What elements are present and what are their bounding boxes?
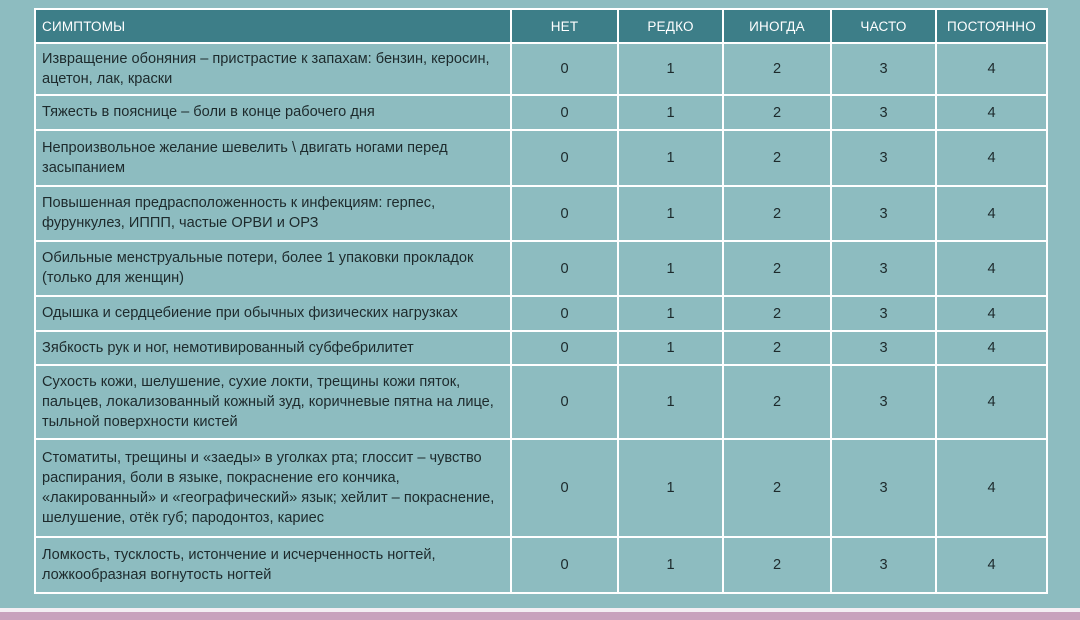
score-sometimes: 2 xyxy=(723,43,831,95)
score-often: 3 xyxy=(831,186,936,241)
score-often: 3 xyxy=(831,95,936,130)
table-row xyxy=(35,296,1047,331)
table-row xyxy=(35,439,1047,537)
header-sometimes: ИНОГДА xyxy=(723,9,831,43)
symptom-text: Стоматиты, трещины и «заеды» в уголках рта; глоссит – чувство распирания, боли в языке, покраснение его кончика, «лакированный» и «географический» язык; хейлит – покраснение, шелушение, отёк губ; пародонтоз, кариес xyxy=(35,439,511,537)
score-rarely: 1 xyxy=(618,537,723,593)
score-never: 0 xyxy=(511,296,618,331)
score-rarely: 1 xyxy=(618,241,723,296)
score-sometimes: 2 xyxy=(723,439,831,537)
symptom-text: Ломкость, тусклость, истончение и исчерченность ногтей, ложкообразная вогнутость ногтей xyxy=(35,537,511,593)
table-row xyxy=(35,43,1047,95)
score-never: 0 xyxy=(511,43,618,95)
table-row xyxy=(35,186,1047,241)
score-rarely: 1 xyxy=(618,95,723,130)
score-sometimes: 2 xyxy=(723,296,831,331)
symptom-text: Зябкость рук и ног, немотивированный субфебрилитет xyxy=(35,331,511,365)
symptom-text: Сухость кожи, шелушение, сухие локти, трещины кожи пяток, пальцев, локализованный кожный зуд, коричневые пятна на лице, тыльной поверхности кистей xyxy=(35,365,511,439)
score-rarely: 1 xyxy=(618,43,723,95)
score-rarely: 1 xyxy=(618,331,723,365)
score-sometimes: 2 xyxy=(723,365,831,439)
table-header xyxy=(35,9,1047,43)
score-always: 4 xyxy=(936,365,1047,439)
symptom-text: Непроизвольное желание шевелить \ двигать ногами перед засыпанием xyxy=(35,130,511,186)
score-often: 3 xyxy=(831,130,936,186)
header-rarely: РЕДКО xyxy=(618,9,723,43)
score-always: 4 xyxy=(936,43,1047,95)
header-never: НЕТ xyxy=(511,9,618,43)
table-row xyxy=(35,130,1047,186)
score-always: 4 xyxy=(936,186,1047,241)
symptom-text: Извращение обоняния – пристрастие к запахам: бензин, керосин, ацетон, лак, краски xyxy=(35,43,511,95)
score-always: 4 xyxy=(936,439,1047,537)
table-body xyxy=(35,43,1047,593)
score-sometimes: 2 xyxy=(723,130,831,186)
score-never: 0 xyxy=(511,365,618,439)
score-sometimes: 2 xyxy=(723,331,831,365)
score-sometimes: 2 xyxy=(723,537,831,593)
score-always: 4 xyxy=(936,331,1047,365)
score-sometimes: 2 xyxy=(723,186,831,241)
header-often: ЧАСТО xyxy=(831,9,936,43)
score-never: 0 xyxy=(511,130,618,186)
symptom-text: Повышенная предрасположенность к инфекциям: герпес, фурункулез, ИППП, частые ОРВИ и ОРЗ xyxy=(35,186,511,241)
score-always: 4 xyxy=(936,130,1047,186)
score-often: 3 xyxy=(831,439,936,537)
header-symptoms: СИМПТОМЫ xyxy=(35,9,511,43)
score-sometimes: 2 xyxy=(723,241,831,296)
score-always: 4 xyxy=(936,95,1047,130)
score-never: 0 xyxy=(511,95,618,130)
symptom-text: Обильные менструальные потери, более 1 упаковки прокладок (только для женщин) xyxy=(35,241,511,296)
score-never: 0 xyxy=(511,331,618,365)
score-never: 0 xyxy=(511,186,618,241)
score-always: 4 xyxy=(936,296,1047,331)
score-rarely: 1 xyxy=(618,130,723,186)
table-row xyxy=(35,95,1047,130)
score-often: 3 xyxy=(831,241,936,296)
score-rarely: 1 xyxy=(618,365,723,439)
score-rarely: 1 xyxy=(618,439,723,537)
score-never: 0 xyxy=(511,537,618,593)
score-often: 3 xyxy=(831,296,936,331)
score-often: 3 xyxy=(831,43,936,95)
table-row xyxy=(35,537,1047,593)
score-always: 4 xyxy=(936,241,1047,296)
score-never: 0 xyxy=(511,241,618,296)
symptom-text: Тяжесть в пояснице – боли в конце рабочего дня xyxy=(35,95,511,130)
symptom-text: Одышка и сердцебиение при обычных физических нагрузках xyxy=(35,296,511,331)
score-always: 4 xyxy=(936,537,1047,593)
score-rarely: 1 xyxy=(618,296,723,331)
score-rarely: 1 xyxy=(618,186,723,241)
header-row xyxy=(35,9,1047,43)
score-often: 3 xyxy=(831,365,936,439)
score-often: 3 xyxy=(831,331,936,365)
table-row xyxy=(35,365,1047,439)
symptoms-table xyxy=(34,8,1048,594)
table-row xyxy=(35,331,1047,365)
score-never: 0 xyxy=(511,439,618,537)
score-sometimes: 2 xyxy=(723,95,831,130)
table-row xyxy=(35,241,1047,296)
header-always: ПОСТОЯННО xyxy=(936,9,1047,43)
bottom-decorative-strip xyxy=(0,608,1080,620)
score-often: 3 xyxy=(831,537,936,593)
